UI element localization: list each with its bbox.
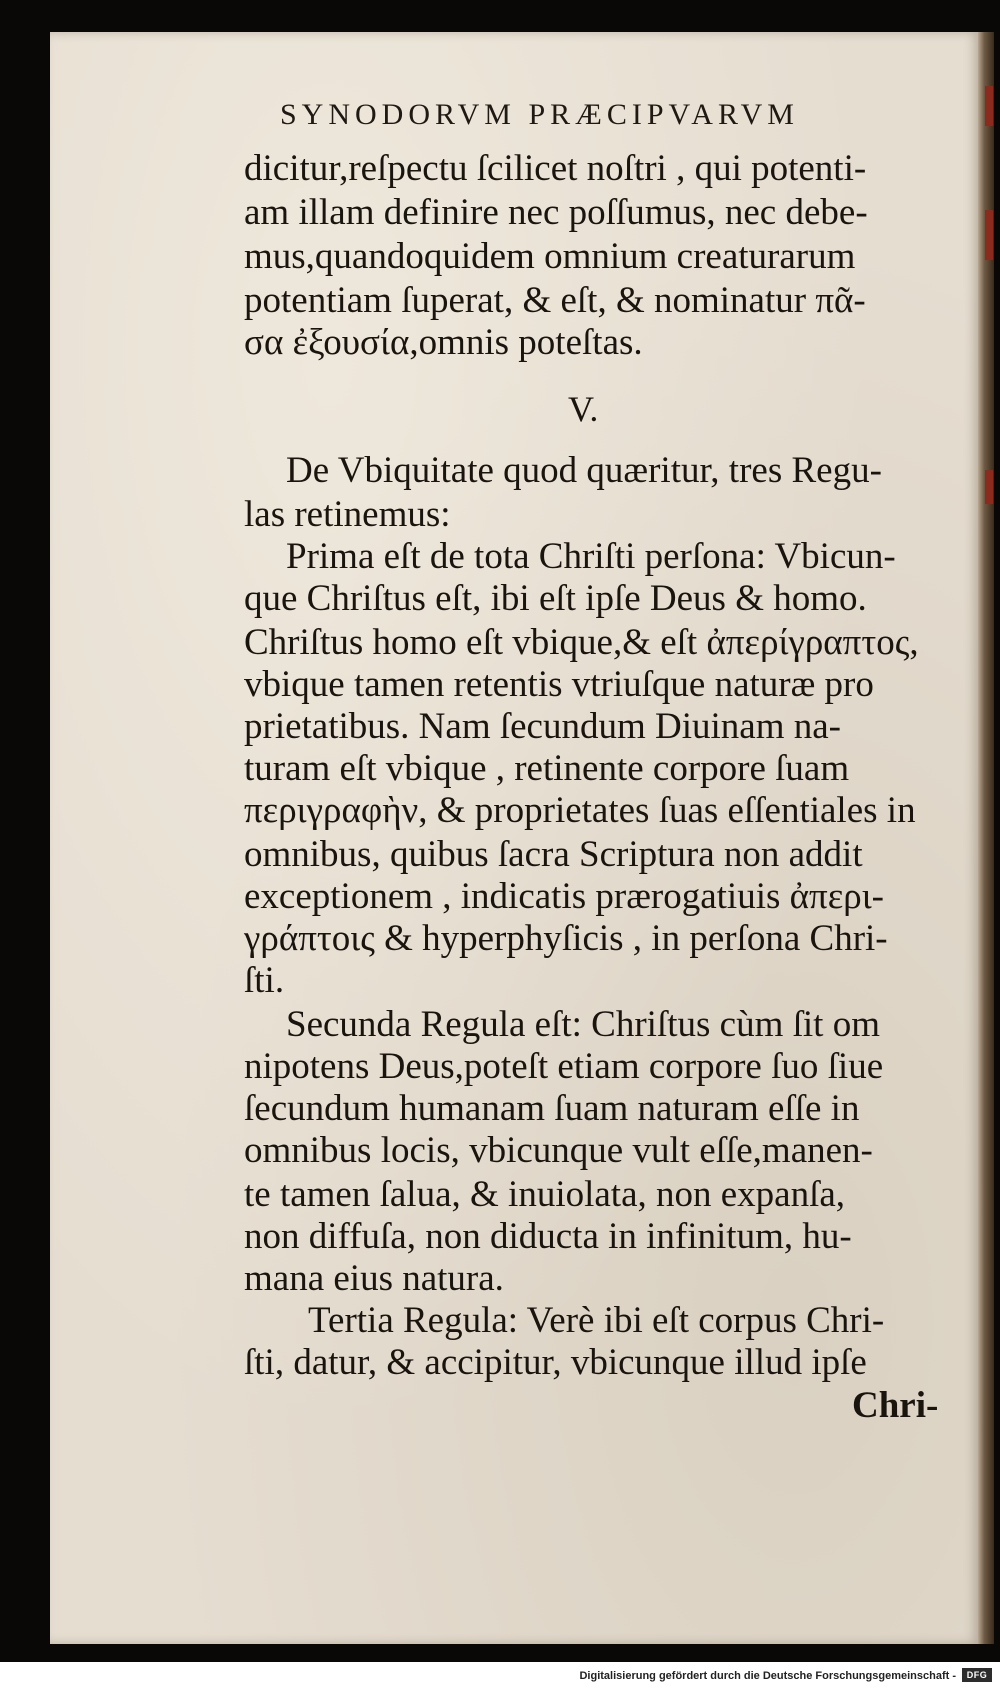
text-line: Tertia Regula: Verè ibi eſt corpus Chri- [308,1300,885,1341]
text-line: Chriſtus homo eſt vbique,& eſt ἀπερίγραπτος, [244,622,919,663]
edge-mark [985,470,993,504]
catchword: Chri- [852,1385,939,1426]
text-line: σα ἐξουσία,omnis poteſtas. [244,322,643,363]
text-line: omnibus, quibus ſacra Scriptura non addit [244,834,863,875]
text-line: περιγραφὴν, & proprietates ſuas eſſentiales in [244,790,916,831]
text-line: que Chriſtus eſt, ibi eſt ipſe Deus & homo. [244,578,867,619]
dfg-logo: DFG [962,1668,992,1682]
text-line: γράπτοις & hyperphyſicis , in perſona Chri- [244,918,888,959]
text-line: vbique tamen retentis vtriuſque naturæ pro [244,664,874,705]
text-line: ſti, datur, & accipitur, vbicunque illud ipſe [244,1342,867,1383]
text-line: potentiam ſuperat, & eſt, & nominatur πᾶ- [244,280,866,321]
text-line: ſecundum humanam ſuam naturam eſſe in [244,1088,860,1129]
text-line: exceptionem , indicatis prærogatiuis ἀπερι- [244,876,884,917]
text-line: De Vbiquitate quod quæritur, tres Regu- [286,450,882,491]
text-line: am illam definire nec poſſumus, nec debe- [244,192,868,233]
text-line: turam eſt vbique , retinente corpore ſuam [244,748,850,789]
text-line: mus,quandoquidem omnium creaturarum [244,236,856,277]
text-line: non diffuſa, non diducta in infinitum, hu- [244,1216,852,1257]
running-head: SYNODORVM PRÆCIPVARVM [280,98,799,131]
text-line: las retinemus: [244,494,451,535]
text-line: ſti. [244,960,285,1001]
text-line: Prima eſt de tota Chriſti perſona: Vbicun- [286,536,896,577]
digitization-credit: Digitalisierung gefördert durch die Deutsche Forschungsgemeinschaft - [579,1670,956,1682]
edge-mark [985,86,993,126]
text-line: prietatibus. Nam ſecundum Diuinam na- [244,706,841,747]
text-line: mana eius natura. [244,1258,504,1299]
text-line: nipotens Deus,poteſt etiam corpore ſuo ſiue [244,1046,884,1087]
edge-mark [985,210,993,260]
section-numeral: V. [568,389,599,429]
text-line: dicitur,reſpectu ſcilicet noſtri , qui potenti- [244,148,867,189]
page-edge [978,32,994,1644]
text-line: Secunda Regula eſt: Chriſtus cùm ſit om [286,1004,880,1045]
text-line: omnibus locis, vbicunque vult eſſe,manen- [244,1130,873,1171]
text-line: te tamen ſalua, & inuiolata, non expanſa, [244,1174,846,1215]
